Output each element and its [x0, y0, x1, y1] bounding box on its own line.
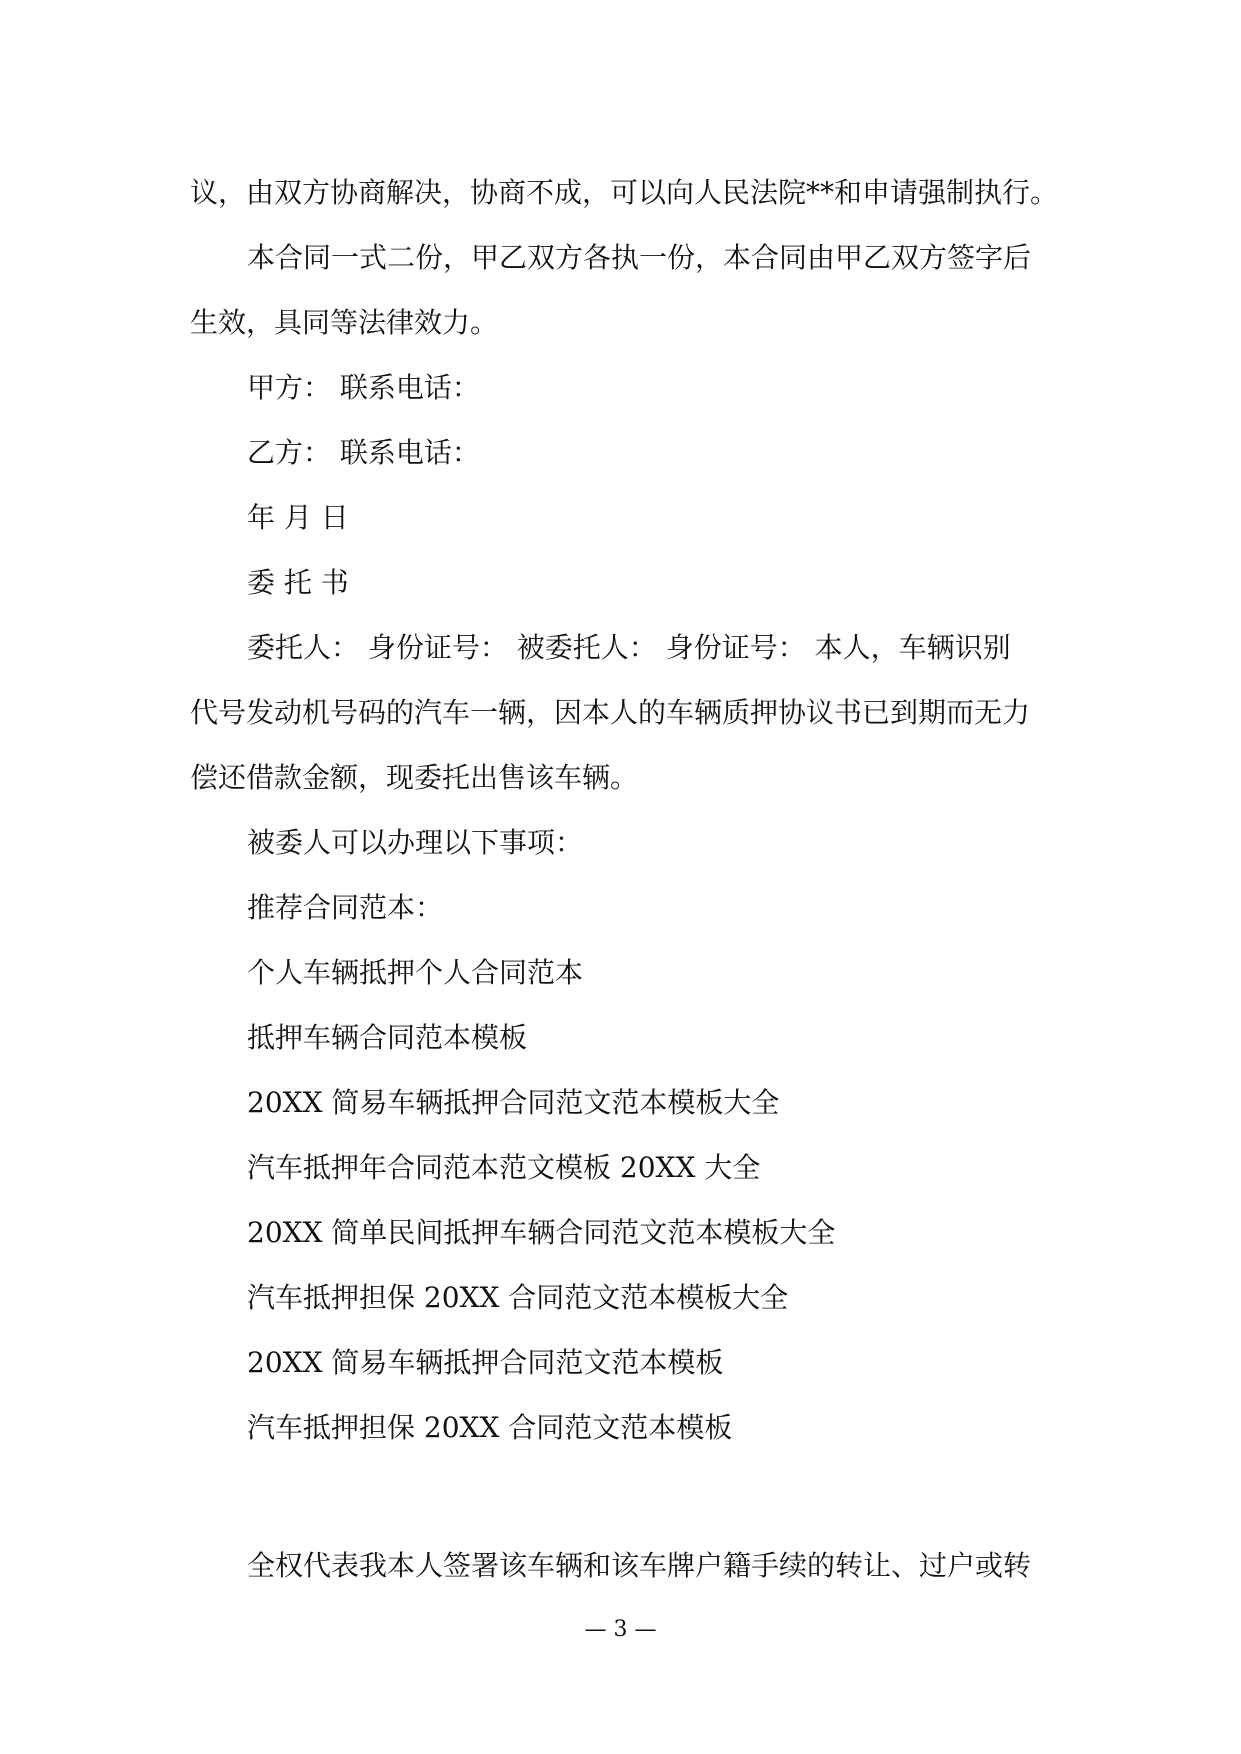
recommend-item: 20XX 简易车辆抵押合同范文范本模板大全: [247, 1086, 780, 1119]
recommend-item: 抵押车辆合同范本模板: [247, 1021, 528, 1054]
party-b-line: 乙方： 联系电话：: [247, 436, 480, 469]
party-a-line: 甲方： 联系电话：: [247, 371, 480, 404]
paragraph-line: 全权代表我本人签署该车辆和该车牌户籍手续的转让、过户或转: [247, 1549, 1032, 1582]
spacer: [190, 1460, 1070, 1533]
date-line: 年 月 日: [247, 501, 349, 534]
document-body: [190, 160, 1070, 1598]
recommend-heading: 推荐合同范本：: [247, 891, 444, 924]
paragraph-line: 本合同一式二份，甲乙双方各执一份，本合同由甲乙双方签字后: [247, 241, 1032, 274]
paragraph-line: 生效，具同等法律效力。: [190, 306, 499, 339]
recommend-item: 20XX 简易车辆抵押合同范文范本模板: [247, 1346, 724, 1379]
paragraph-line: 偿还借款金额，现委托出售该车辆。: [190, 761, 639, 794]
paragraph-line: 被委人可以办理以下事项：: [247, 826, 584, 859]
paragraph-line: 代号发动机号码的汽车一辆，因本人的车辆质押协议书已到期而无力: [190, 696, 1031, 729]
page-number: — 3 —: [584, 1617, 657, 1642]
recommend-item: 20XX 简单民间抵押车辆合同范文范本模板大全: [247, 1216, 836, 1249]
recommend-item: 汽车抵押年合同范本范文模板 20XX 大全: [247, 1151, 761, 1184]
paragraph-line: 议，由双方协商解决，协商不成，可以向人民法院**和申请强制执行。: [190, 176, 1059, 209]
section-title: 委 托 书: [247, 566, 349, 599]
recommend-item: 汽车抵押担保 20XX 合同范文范本模板: [247, 1411, 733, 1444]
paragraph-line: 委托人： 身份证号： 被委托人： 身份证号： 本人，车辆识别: [247, 631, 1011, 664]
recommend-item: 汽车抵押担保 20XX 合同范文范本模板大全: [247, 1281, 789, 1314]
recommend-item: 个人车辆抵押个人合同范本: [247, 956, 584, 989]
